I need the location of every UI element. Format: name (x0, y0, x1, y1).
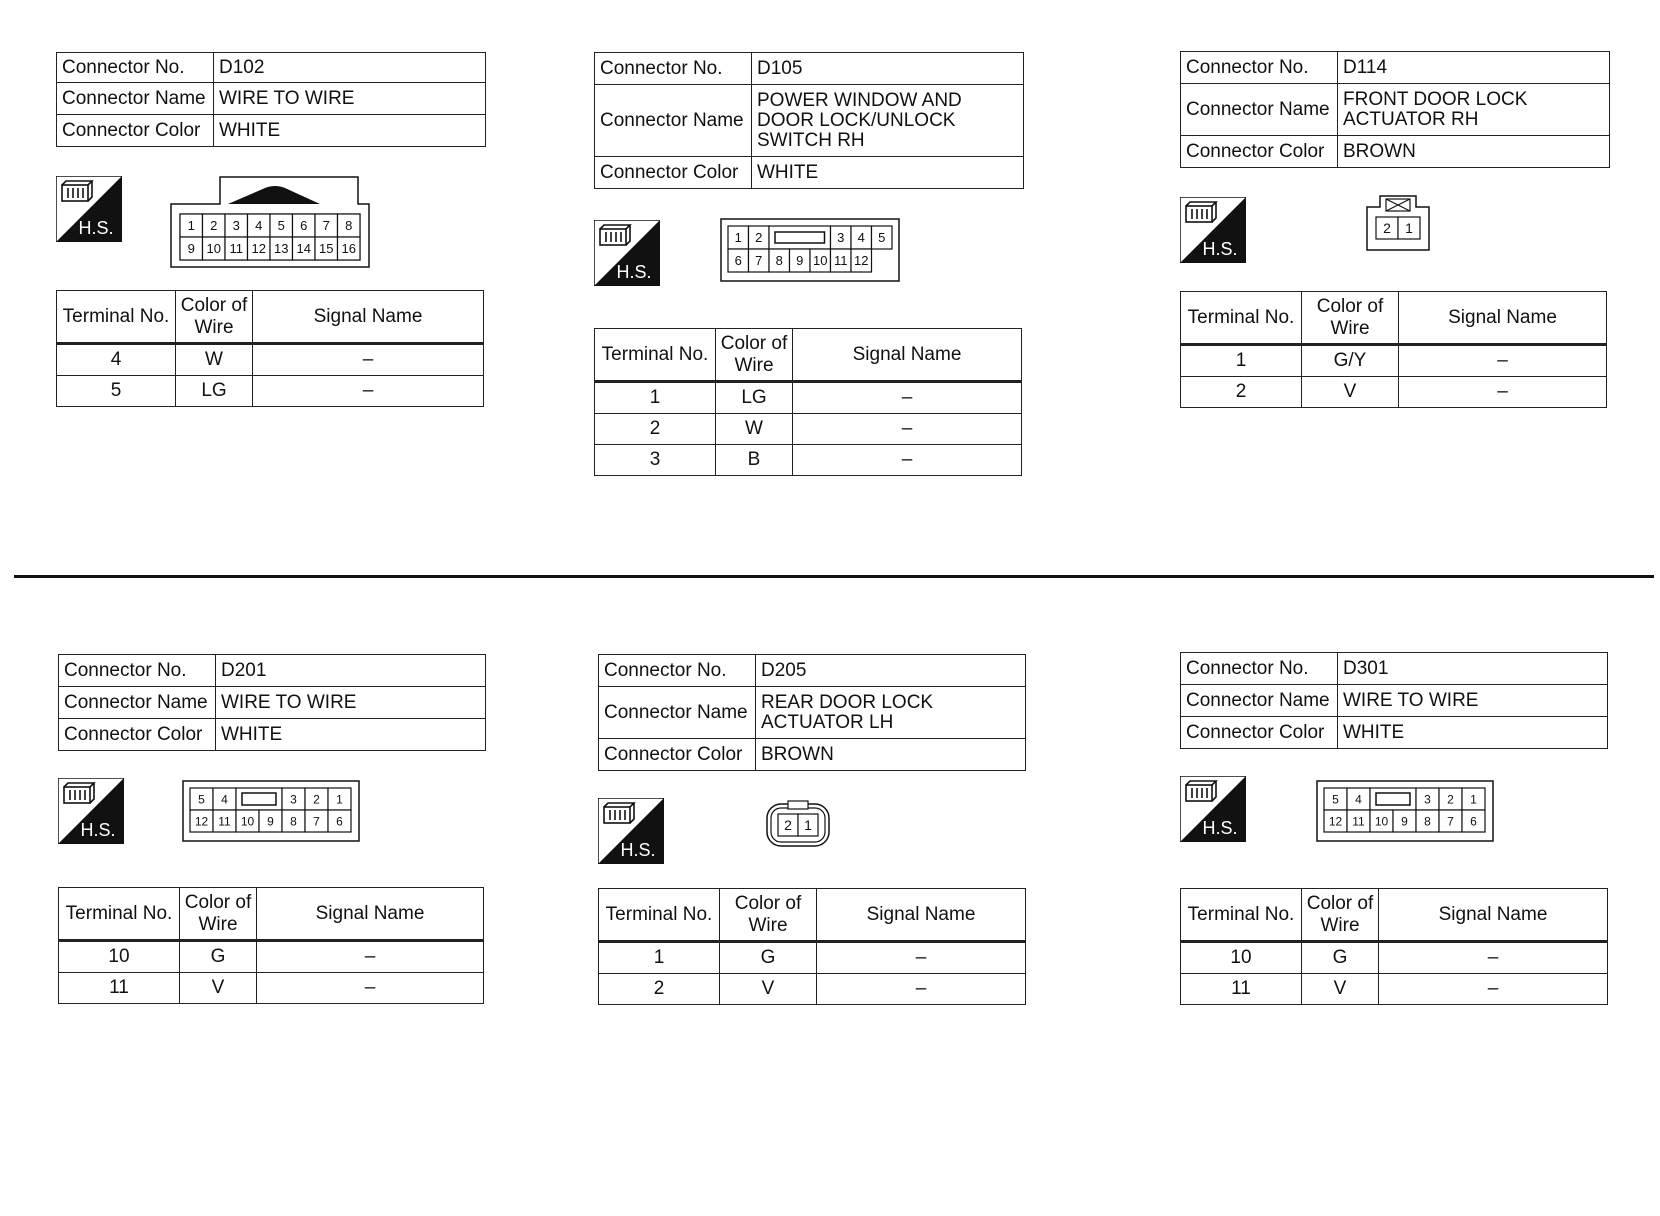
terminal-pin (293, 214, 316, 237)
terminal-pin (328, 810, 351, 832)
terminal-no-header: Terminal No. (595, 329, 716, 382)
svg-text:7: 7 (322, 218, 330, 234)
svg-text:2: 2 (755, 230, 763, 246)
terminal-pin (749, 249, 770, 272)
terminal-pin (225, 237, 248, 260)
signal-name-header: Signal Name (253, 291, 484, 344)
connector-no-value: D102 (214, 53, 486, 83)
connector-color-label: Connector Color (1181, 717, 1338, 749)
table-row (57, 376, 484, 407)
table-row (599, 942, 1026, 974)
signal-cell: – (1399, 345, 1607, 377)
terminal-cell: 3 (595, 445, 716, 476)
connector-no-value: D301 (1338, 653, 1608, 685)
svg-text:11: 11 (834, 253, 848, 269)
connector-color-value: BROWN (1338, 136, 1610, 168)
wire-color-cell: W (176, 344, 253, 376)
terminal-cell: 1 (595, 382, 716, 414)
terminal-pin (338, 214, 361, 237)
connector-no-value: D105 (752, 53, 1024, 85)
terminal-pin (1398, 217, 1420, 239)
wire-color-header: Color of Wire (180, 888, 257, 941)
wire-color-header: Color of Wire (716, 329, 793, 382)
terminal-pin (1462, 810, 1485, 832)
harness-side-icon (56, 176, 122, 242)
signal-cell: – (257, 973, 484, 1004)
terminal-pin (270, 214, 293, 237)
terminal-cell: 5 (57, 376, 176, 407)
terminal-pin (270, 237, 293, 260)
terminal-cell: 2 (595, 414, 716, 445)
svg-text:7: 7 (755, 253, 763, 269)
svg-text:2: 2 (210, 218, 218, 234)
connector-d102 (56, 52, 486, 412)
svg-text:1: 1 (1405, 220, 1413, 237)
terminal-pin (810, 249, 831, 272)
signal-cell: – (253, 376, 484, 407)
svg-text:1: 1 (187, 218, 195, 234)
wire-color-header: Color of Wire (1302, 292, 1399, 345)
svg-text:1: 1 (1470, 792, 1477, 807)
connector-name-label: Connector Name (57, 83, 214, 115)
terminal-cell: 2 (1181, 377, 1302, 408)
connector-name-value: WIRE TO WIRE (1338, 685, 1608, 717)
terminal-cell: 4 (57, 344, 176, 376)
svg-text:1: 1 (336, 792, 343, 807)
terminal-cell: 2 (599, 974, 720, 1005)
svg-text:4: 4 (221, 792, 228, 807)
svg-text:H.S.: H.S. (1202, 239, 1238, 259)
svg-text:8: 8 (290, 814, 297, 829)
svg-text:14: 14 (296, 241, 311, 257)
terminal-pin (259, 810, 282, 832)
terminal-pin (1439, 788, 1462, 810)
terminal-pin (180, 237, 203, 260)
svg-text:12: 12 (854, 253, 869, 269)
connector-d201 (58, 654, 488, 1014)
terminal-pin (236, 810, 259, 832)
svg-text:2: 2 (784, 817, 792, 834)
wire-color-header: Color of Wire (1302, 889, 1379, 942)
svg-text:9: 9 (1401, 814, 1408, 829)
connector-info-table (58, 654, 486, 751)
connector-no-label: Connector No. (59, 655, 216, 687)
wire-color-cell: G (720, 942, 817, 974)
signal-name-header: Signal Name (817, 889, 1026, 942)
terminal-pin (190, 788, 213, 810)
svg-text:3: 3 (837, 230, 845, 246)
terminal-pin (248, 237, 271, 260)
table-row (595, 382, 1022, 414)
svg-text:16: 16 (341, 241, 356, 257)
harness-side-icon (1180, 197, 1246, 263)
terminal-cell: 11 (59, 973, 180, 1004)
connector-color-label: Connector Color (595, 157, 752, 189)
connector-name-value: FRONT DOOR LOCK ACTUATOR RH (1338, 84, 1610, 136)
signal-name-header: Signal Name (257, 888, 484, 941)
terminal-pin (305, 810, 328, 832)
svg-text:4: 4 (1355, 792, 1362, 807)
connector-color-value: BROWN (756, 739, 1026, 771)
table-row (59, 941, 484, 973)
terminal-pin (305, 788, 328, 810)
terminal-pin (248, 214, 271, 237)
harness-side-icon (58, 778, 124, 844)
terminal-pin (769, 249, 790, 272)
svg-text:3: 3 (290, 792, 297, 807)
terminal-pin (213, 810, 236, 832)
signal-cell: – (1399, 377, 1607, 408)
signal-name-header: Signal Name (1379, 889, 1608, 942)
table-row (59, 973, 484, 1004)
connector-color-value: WHITE (216, 719, 486, 751)
terminal-pin (851, 249, 872, 272)
wire-color-cell: V (720, 974, 817, 1005)
terminal-pin (831, 249, 852, 272)
svg-text:H.S.: H.S. (1202, 818, 1238, 838)
svg-text:1: 1 (734, 230, 742, 246)
svg-text:2: 2 (1447, 792, 1454, 807)
connector-color-label: Connector Color (1181, 136, 1338, 168)
terminal-pin (315, 237, 338, 260)
connector-face-diagram (182, 780, 360, 842)
terminal-pin (282, 788, 305, 810)
svg-text:8: 8 (775, 253, 783, 269)
terminal-pin (1347, 788, 1370, 810)
connector-d105 (594, 52, 1024, 482)
connector-color-value: WHITE (752, 157, 1024, 189)
connector-color-label: Connector Color (59, 719, 216, 751)
signal-cell: – (253, 344, 484, 376)
connector-info-table (594, 52, 1024, 189)
connector-d301 (1180, 652, 1610, 1012)
terminal-pin (315, 214, 338, 237)
connector-face-diagram (170, 176, 370, 268)
connector-name-value: WIRE TO WIRE (214, 83, 486, 115)
connector-name-label: Connector Name (1181, 84, 1338, 136)
connector-name-label: Connector Name (599, 687, 756, 739)
svg-text:10: 10 (813, 253, 828, 269)
svg-text:13: 13 (274, 241, 289, 257)
terminal-pin (749, 226, 770, 249)
terminal-cell: 11 (1181, 974, 1302, 1005)
signal-cell: – (1379, 974, 1608, 1005)
svg-text:H.S.: H.S. (78, 218, 114, 238)
wire-color-cell: G (1302, 942, 1379, 974)
terminal-pin (338, 237, 361, 260)
terminal-pin (1393, 810, 1416, 832)
terminal-pin (180, 214, 203, 237)
harness-side-icon (594, 220, 660, 286)
terminal-pin (1370, 810, 1393, 832)
connector-no-value: D205 (756, 655, 1026, 687)
terminal-table (1180, 888, 1608, 1005)
table-row (599, 974, 1026, 1005)
terminal-pin (213, 788, 236, 810)
terminal-cell: 1 (1181, 345, 1302, 377)
connector-name-value: REAR DOOR LOCK ACTUATOR LH (756, 687, 1026, 739)
terminal-pin (1324, 788, 1347, 810)
terminal-pin (282, 810, 305, 832)
wire-color-cell: G/Y (1302, 345, 1399, 377)
table-row (595, 445, 1022, 476)
table-row (595, 414, 1022, 445)
terminal-table (58, 887, 484, 1004)
svg-text:2: 2 (313, 792, 320, 807)
svg-text:6: 6 (300, 218, 308, 234)
wire-color-cell: B (716, 445, 793, 476)
terminal-pin (798, 814, 818, 836)
wire-color-cell: W (716, 414, 793, 445)
terminal-pin (1416, 788, 1439, 810)
svg-text:15: 15 (319, 241, 334, 257)
connector-info-table (1180, 51, 1610, 168)
terminal-cell: 1 (599, 942, 720, 974)
terminal-pin (1376, 217, 1398, 239)
connector-d205 (598, 654, 1028, 1024)
terminal-pin (1347, 810, 1370, 832)
svg-text:8: 8 (345, 218, 353, 234)
svg-text:3: 3 (232, 218, 240, 234)
connector-no-label: Connector No. (599, 655, 756, 687)
terminal-pin (203, 237, 226, 260)
svg-text:10: 10 (1374, 814, 1389, 829)
connector-no-label: Connector No. (57, 53, 214, 83)
svg-text:6: 6 (1470, 814, 1477, 829)
svg-text:6: 6 (734, 253, 742, 269)
connector-color-label: Connector Color (57, 115, 214, 147)
svg-text:9: 9 (796, 253, 804, 269)
connector-color-value: WHITE (214, 115, 486, 147)
wire-color-cell: LG (176, 376, 253, 407)
table-row (1181, 345, 1607, 377)
terminal-no-header: Terminal No. (1181, 292, 1302, 345)
svg-text:H.S.: H.S. (80, 820, 116, 840)
svg-text:5: 5 (198, 792, 205, 807)
terminal-cell: 10 (59, 941, 180, 973)
svg-text:11: 11 (218, 814, 231, 829)
connector-name-value: POWER WINDOW AND DOOR LOCK/UNLOCK SWITCH RH (752, 85, 1024, 157)
signal-cell: – (817, 942, 1026, 974)
svg-text:3: 3 (1424, 792, 1431, 807)
table-row (1181, 377, 1607, 408)
harness-side-icon (598, 798, 664, 864)
connector-no-label: Connector No. (1181, 653, 1338, 685)
svg-text:6: 6 (336, 814, 343, 829)
connector-name-value: WIRE TO WIRE (216, 687, 486, 719)
terminal-cell: 10 (1181, 942, 1302, 974)
signal-cell: – (817, 974, 1026, 1005)
svg-text:12: 12 (1328, 814, 1343, 829)
connector-face-diagram (766, 800, 830, 848)
svg-text:4: 4 (255, 218, 263, 234)
terminal-pin (790, 249, 811, 272)
terminal-pin (851, 226, 872, 249)
table-row (1181, 974, 1608, 1005)
signal-cell: – (1379, 942, 1608, 974)
connector-face-diagram (1366, 195, 1430, 251)
terminal-no-header: Terminal No. (59, 888, 180, 941)
section-divider (14, 575, 1654, 578)
signal-cell: – (793, 382, 1022, 414)
terminal-pin (203, 214, 226, 237)
wire-color-header: Color of Wire (176, 291, 253, 344)
connector-name-label: Connector Name (59, 687, 216, 719)
connector-info-table (1180, 652, 1608, 749)
connector-name-label: Connector Name (595, 85, 752, 157)
terminal-pin (190, 810, 213, 832)
connector-color-label: Connector Color (599, 739, 756, 771)
signal-name-header: Signal Name (793, 329, 1022, 382)
connector-color-value: WHITE (1338, 717, 1608, 749)
svg-text:10: 10 (240, 814, 255, 829)
terminal-pin (328, 788, 351, 810)
terminal-table (56, 290, 484, 407)
connector-no-label: Connector No. (1181, 52, 1338, 84)
signal-cell: – (793, 445, 1022, 476)
terminal-pin (1416, 810, 1439, 832)
terminal-no-header: Terminal No. (57, 291, 176, 344)
svg-text:H.S.: H.S. (616, 262, 652, 282)
connector-face-diagram (720, 218, 900, 282)
signal-cell: – (793, 414, 1022, 445)
connector-no-label: Connector No. (595, 53, 752, 85)
wire-color-cell: LG (716, 382, 793, 414)
svg-text:5: 5 (1332, 792, 1339, 807)
svg-text:9: 9 (267, 814, 274, 829)
svg-text:2: 2 (1383, 220, 1391, 237)
terminal-pin (728, 249, 749, 272)
terminal-pin (831, 226, 852, 249)
svg-text:12: 12 (194, 814, 209, 829)
terminal-table (598, 888, 1026, 1005)
svg-text:11: 11 (1352, 814, 1365, 829)
terminal-pin (1324, 810, 1347, 832)
svg-text:7: 7 (313, 814, 320, 829)
wire-color-cell: G (180, 941, 257, 973)
svg-text:7: 7 (1447, 814, 1454, 829)
terminal-pin (872, 226, 893, 249)
wire-color-header: Color of Wire (720, 889, 817, 942)
connector-d114 (1180, 51, 1610, 421)
svg-text:5: 5 (878, 230, 886, 246)
svg-text:4: 4 (857, 230, 865, 246)
wire-color-cell: V (1302, 377, 1399, 408)
connector-info-table (56, 52, 486, 147)
terminal-no-header: Terminal No. (1181, 889, 1302, 942)
terminal-table (1180, 291, 1607, 408)
svg-text:8: 8 (1424, 814, 1431, 829)
connector-info-table (598, 654, 1026, 771)
svg-text:12: 12 (251, 241, 266, 257)
terminal-pin (225, 214, 248, 237)
signal-name-header: Signal Name (1399, 292, 1607, 345)
terminal-table (594, 328, 1022, 476)
terminal-pin (1439, 810, 1462, 832)
svg-text:9: 9 (187, 241, 195, 257)
wire-color-cell: V (180, 973, 257, 1004)
connector-no-value: D201 (216, 655, 486, 687)
signal-cell: – (257, 941, 484, 973)
terminal-pin (778, 814, 798, 836)
connector-no-value: D114 (1338, 52, 1610, 84)
wire-color-cell: V (1302, 974, 1379, 1005)
svg-text:10: 10 (206, 241, 221, 257)
table-row (1181, 942, 1608, 974)
svg-text:5: 5 (277, 218, 285, 234)
terminal-no-header: Terminal No. (599, 889, 720, 942)
svg-text:1: 1 (804, 817, 812, 834)
terminal-pin (1462, 788, 1485, 810)
connector-face-diagram (1316, 780, 1494, 842)
terminal-pin (293, 237, 316, 260)
svg-text:11: 11 (229, 241, 243, 257)
connector-name-label: Connector Name (1181, 685, 1338, 717)
svg-text:H.S.: H.S. (620, 840, 656, 860)
terminal-pin (728, 226, 749, 249)
table-row (57, 344, 484, 376)
harness-side-icon (1180, 776, 1246, 842)
